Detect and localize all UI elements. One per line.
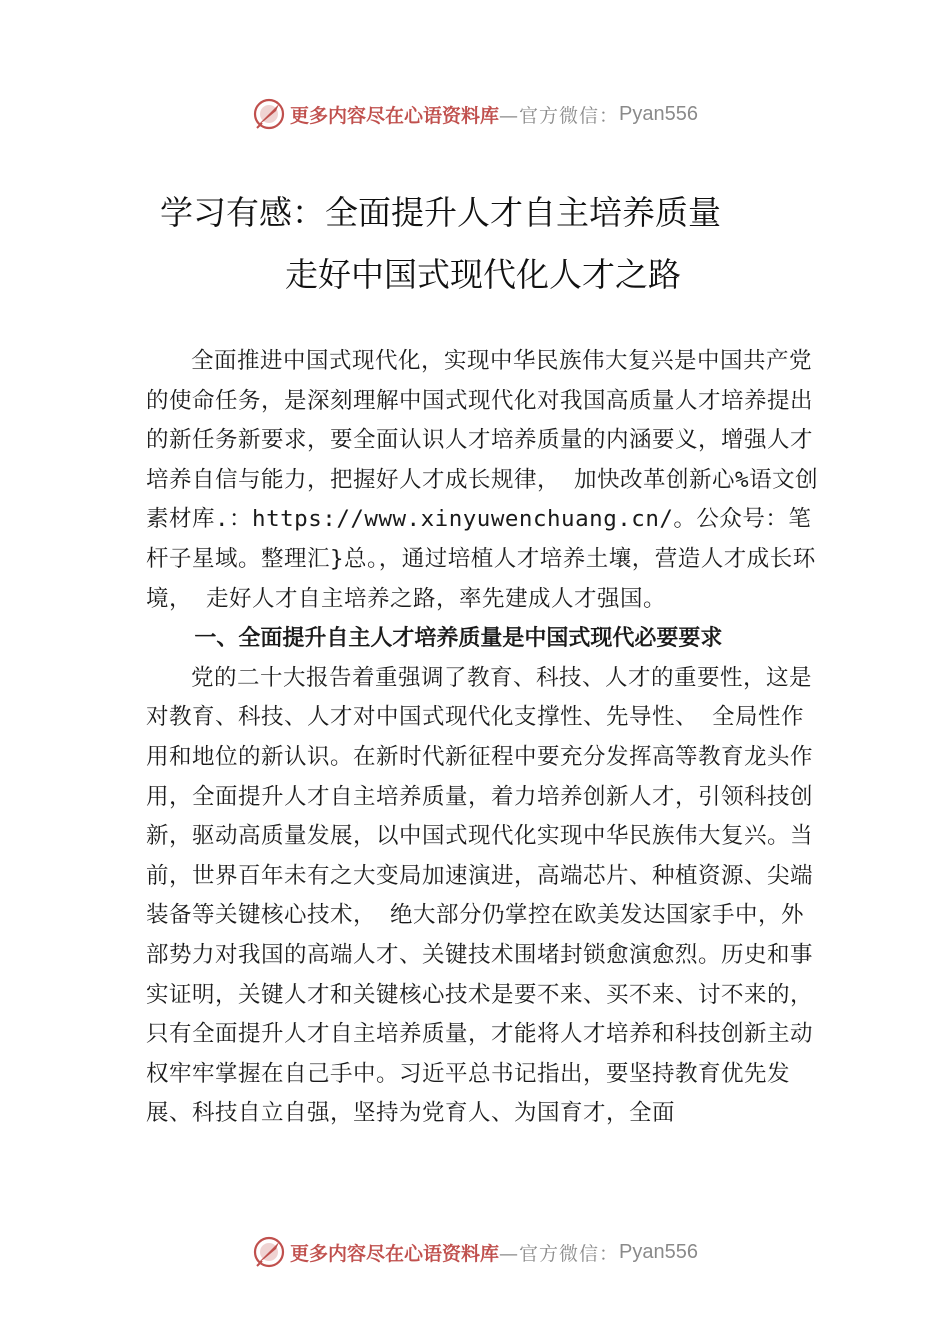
watermark-wechat-id: Pyan556 xyxy=(619,102,698,125)
quill-seal-icon xyxy=(252,97,286,131)
quill-seal-icon xyxy=(252,1235,286,1269)
watermark-gray-text: —官方微信： xyxy=(499,1242,620,1265)
document-title xyxy=(0,182,950,306)
title-line-2: 走好中国式现代化人才之路 xyxy=(285,255,681,294)
paragraph-2: 党的二十大报告着重强调了教育、科技、人才的重要性，这是对教育、科技、人才对中国式现代化支撑性、先导性、 全局性作用和地位的新认识。在新时代新征程中要充分发挥高等教育龙头作用，全面提升人才自主培养质量，着力培养创新人才，引领科技创新，驱动高质量发展，以中国式现代化实现中华民族伟大复兴。当前，世界百年未有之大变局加速演进，高端芯片、种植资源、尖端装备等关键核心技术， 绝大部分仍掌控在欧美发达国家手中，外部势力对我国的高端人才、关键技术围堵封锁愈演愈烈。历史和事实证明，关键人才和关键核心技术是要不来、买不来、讨不来的，只有全面提升人才自主培养质量，才能将人才培养和科技创新主动权牢牢掌握在自己手中。习近平总书记指出，要坚持教育优先发展、科技自立自强，坚持为党育人、为国育才，全面 xyxy=(146,664,814,1127)
watermark-red-text: 更多内容尽在心语资料库 xyxy=(290,1242,500,1265)
title-line-1: 学习有感：全面提升人才自主培养质量 xyxy=(160,193,721,232)
watermark-banner-bottom xyxy=(0,1232,950,1272)
section-heading-1: 一、全面提升自主人才培养质量是中国式现代必要要求 xyxy=(194,626,723,652)
watermark-banner-top xyxy=(0,94,950,134)
watermark-wechat-id: Pyan556 xyxy=(619,1240,698,1263)
watermark-red-text: 更多内容尽在心语资料库 xyxy=(290,104,500,127)
paragraph-1: 全面推进中国式现代化，实现中华民族伟大复兴是中国共产党的使命任务，是深刻理解中国式现代化对我国高质量人才培养提出的新任务新要求，要全面认识人才培养质量的内涵要义，增强人才培养自信与能力，把握好人才成长规律， 加快改革创新心%语文创素材库.：https://www.xinyuwenchuang.cn/。公众号：笔杆子星域。整理汇}总。，通过培植人才培养土壤，营造人才成长环境， 走好人才自主培养之路，率先建成人才强国。 xyxy=(146,348,819,612)
watermark-gray-text: —官方微信： xyxy=(499,104,620,127)
document-body xyxy=(146,342,826,1134)
